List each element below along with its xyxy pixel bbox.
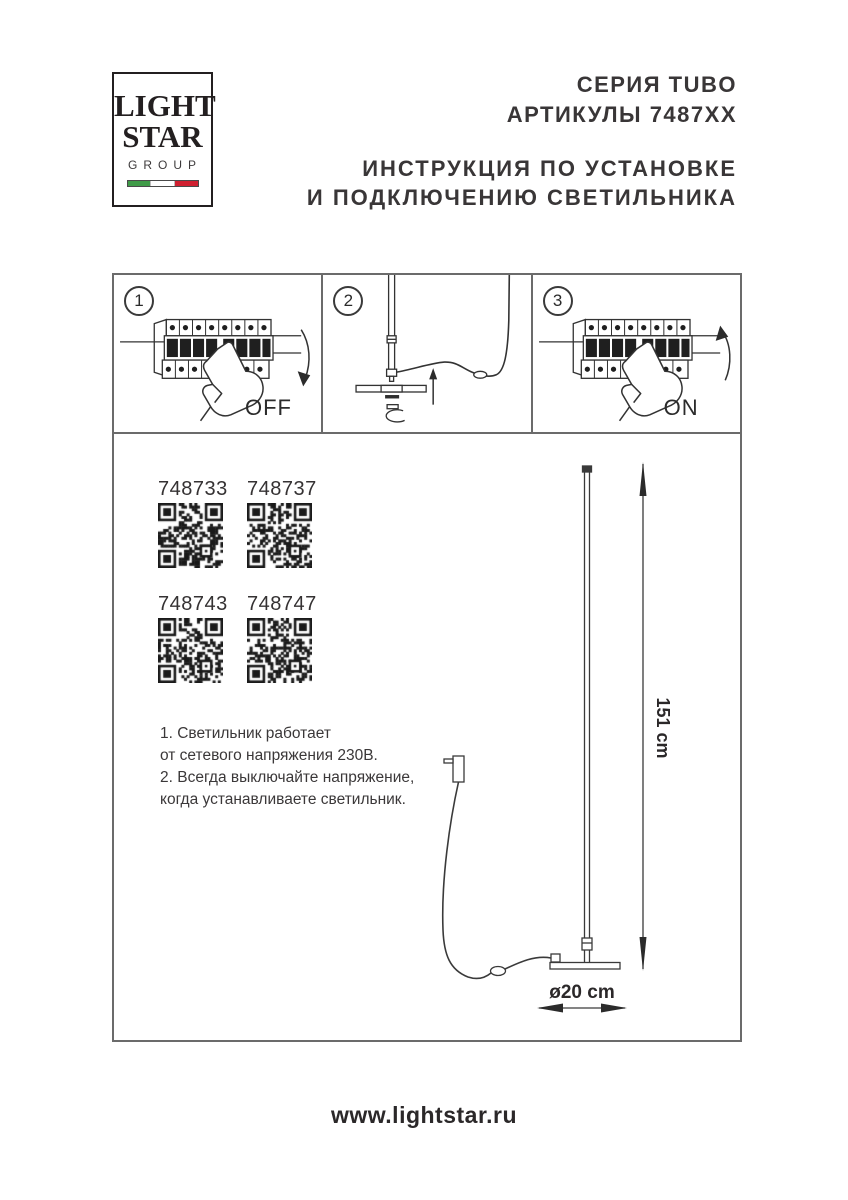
qr-item [247, 593, 317, 683]
lightstar-logo [112, 72, 216, 207]
articles-title: АРТИКУЛЫ 7487XX [506, 102, 737, 127]
instruction-line-2: И ПОДКЛЮЧЕНИЮ СВЕТИЛЬНИКА [306, 185, 737, 210]
qr-code-image [158, 503, 223, 568]
qr-item [247, 478, 317, 568]
qr-item [158, 593, 228, 683]
website-url: www.lightstar.ru [330, 1102, 518, 1128]
logo-text-group: GROUP [127, 158, 202, 172]
on-label: ON [663, 395, 699, 420]
qr-code-image [247, 618, 312, 683]
step-number-badge: 1 [124, 286, 154, 316]
series-title: СЕРИЯ TUBO [576, 72, 737, 97]
step-panel-2 [323, 275, 532, 432]
safety-notes [160, 723, 414, 811]
floor-lamp-dimension-drawing [430, 450, 680, 1040]
article-number: 748737 [247, 478, 317, 500]
italian-flag-icon [127, 180, 199, 187]
off-label: OFF [245, 395, 292, 420]
logo-text-star: STAR [122, 119, 203, 154]
note-line: от сетевого напряжения 230В. [160, 747, 378, 764]
qr-code-grid [158, 478, 317, 683]
article-number: 748733 [158, 478, 228, 500]
article-number: 748747 [247, 593, 317, 615]
article-number: 748743 [158, 593, 228, 615]
instruction-title [307, 154, 737, 212]
steps-row [114, 275, 740, 434]
qr-code-image [247, 503, 312, 568]
qr-item [158, 478, 228, 568]
logo-text-light: LIGHT [114, 88, 216, 123]
note-line: когда устанавливаете светильник. [160, 791, 406, 808]
note-line: 2. Всегда выключайте напряжение, [160, 769, 415, 786]
instruction-line-1: ИНСТРУКЦИЯ ПО УСТАНОВКЕ [362, 156, 737, 181]
step-panel-1 [114, 275, 323, 432]
instruction-diagram-box [112, 273, 742, 1042]
header-titles [307, 70, 737, 212]
step-number-badge: 3 [543, 286, 573, 316]
step-number-badge: 2 [333, 286, 363, 316]
note-line: 1. Светильник работает [160, 725, 331, 742]
step-panel-3 [533, 275, 740, 432]
qr-code-image [158, 618, 223, 683]
height-dimension-label: 151 cm [653, 697, 673, 759]
diameter-dimension-label: ø20 cm [549, 982, 615, 1003]
